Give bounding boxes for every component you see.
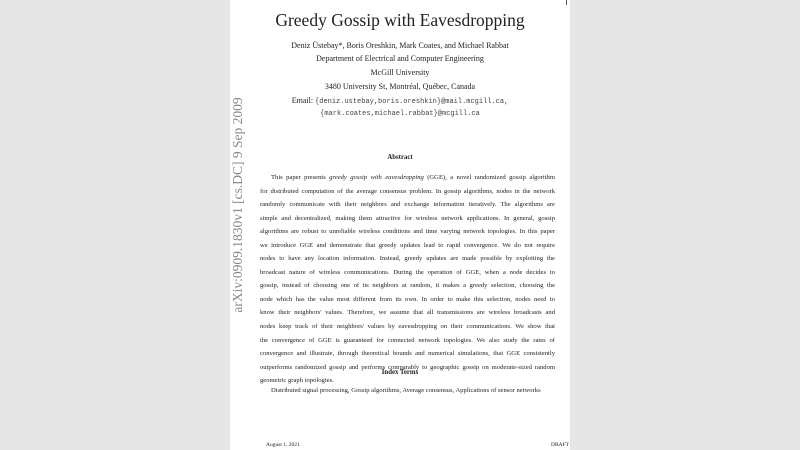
arxiv-identifier: arXiv:0909.1830v1 [cs.DC] 9 Sep 2009 [230,97,245,313]
email-2: {mark.coates,michael.rabbat}@mcgill.ca [320,110,480,118]
abstract-line: geometric graph topologies. [260,377,334,385]
index-terms: Distributed signal processing, Gossip algorithms, Average consensus, Applications of sensor networks [271,387,541,394]
email-label: Email: [291,96,314,105]
abstract-line: algorithms are robust to unreliable wireless conditions and time varying network topologies. In this paper [260,228,555,236]
abstract-line: broadcast nature of wireless communications. During the operation of GGE, when a node decides to [260,268,555,276]
abstract-line: simple and decentralized, making them attractive for wireless network applications. In general, gossip [260,214,555,222]
address: 3480 University St, Montréal, Québec, Canada [324,82,476,91]
paper-page [230,0,570,450]
footer-date: August 1, 2021 [266,442,300,448]
abstract-line: gossip, instead of choosing one of its neighbors at random, it makes a greedy selection, choosing the [260,282,555,290]
authors: Deniz Üstebay*, Boris Oreshkin, Mark Coates, and Michael Rabbat [291,41,509,50]
footer-draft: DRAFT [551,442,570,448]
abstract-line: nodes to have any location information. Instead, greedy updates are made possible by exploiting the [260,255,555,263]
abstract-line: outperforms randomized gossip and performs comparably to geographic gossip on moderate-sized random [260,363,555,371]
abstract-line: node which has the value most different from its own. In order to make this selection, nodes need to [260,295,555,303]
abstract-body [260,171,555,388]
page-edge-mark [566,0,567,5]
abstract-heading: Abstract [387,154,413,161]
abstract-line: the convergence of GGE is guaranteed for connected network topologies. We also study the rates of [260,336,555,344]
index-terms-heading: Index Terms [381,369,419,376]
abstract-line: This paper presents greedy gossip with eavesdropping (GGE), a novel randomized gossip algorithm [271,174,555,181]
email-line-1 [230,96,570,106]
abstract-line: know their neighbors' values. Therefore, we assume that all transmissions are wireless broadcasts and [260,309,555,317]
abstract-line: for distributed computation of the average consensus problem. In gossip algorithms, nodes in the network [260,187,555,195]
email-1: {deniz.ustebay,boris.oreshkin}@mail.mcgill.ca, [315,98,509,106]
abstract-line: randomly communicate with their neighbors and exchange information iteratively. The algorithms are [260,201,555,209]
abstract-emph: greedy gossip with eavesdropping [329,174,424,181]
abstract-line: convergence and illustrate, through theoretical bounds and numerical simulations, that GGE consistently [260,350,555,358]
abstract-line: we introduce GGE and demonstrate that greedy updates lead to rapid convergence. We do not require [260,241,555,249]
department: Department of Electrical and Computer Engineering [316,54,484,63]
abstract-line: nodes keep track of their neighbors' values by eavesdropping on their communications. We show that [260,323,555,331]
paper-title: Greedy Gossip with Eavesdropping [275,10,525,30]
university: McGill University [370,68,430,77]
